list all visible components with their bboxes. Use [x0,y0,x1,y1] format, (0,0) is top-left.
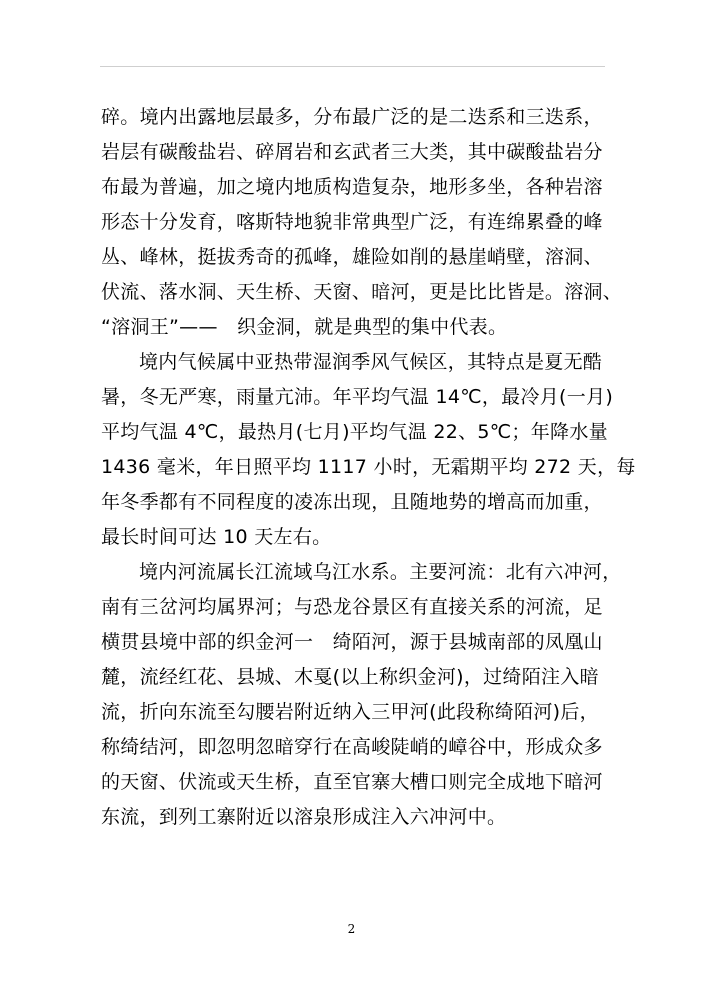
paragraph-rivers [101,555,622,835]
text-line: 境内气候属中亚热带湿润季风气候区，其特点是夏无酷 [139,351,603,373]
text-line: 丛、峰林，挺拔秀奇的孤峰，雄险如削的悬崖峭壁，溶洞、 [101,246,603,268]
text-line: “溶洞王”—— 织金洞，就是典型的集中代表。 [101,316,508,338]
text-line: 碎。境内出露地层最多，分布最广泛的是二迭系和三迭系， [101,106,603,128]
text-line: 最长时间可达 10 天左右。 [101,526,332,548]
text-line: 伏流、落水洞、天生桥、天窗、暗河，更是比比皆是。溶洞、 [101,281,623,303]
text-line: 称绮结河，即忽明忽暗穿行在高峻陡峭的嶂谷中，形成众多 [101,736,603,758]
text-line: 的天窗、伏流或天生桥，直至官寨大槽口则完全成地下暗河 [101,771,603,793]
text-line: 形态十分发育，喀斯特地貌非常典型广泛，有连绵累叠的峰 [101,211,603,233]
paragraph-geology [101,100,623,345]
text-line: 年冬季都有不同程度的凌冻出现，且随地势的增高而加重， [101,491,603,513]
header-rule [100,66,605,67]
page-number: 2 [347,922,356,936]
text-line: 暑，冬无严寒，雨量亢沛。年平均气温 14℃，最冷月(一月) [101,386,614,408]
text-line: 流，折向东流至勾腰岩附近纳入三甲河(此段称绮陌河)后， [101,701,599,723]
text-line: 横贯县境中部的织金河一 绮陌河，源于县城南部的凤凰山 [101,631,603,653]
text-line: 岩层有碳酸盐岩、碎屑岩和玄武者三大类，其中碳酸盐岩分 [101,141,603,163]
text-line: 平均气温 4℃，最热月(七月)平均气温 22、5℃；年降水量 [101,421,608,443]
text-line: 1436 毫米，年日照平均 1117 小时，无霜期平均 272 天，每 [101,456,636,478]
text-line: 南有三岔河均属界河；与恐龙谷景区有直接关系的河流，足 [101,596,603,618]
paragraph-climate [101,345,636,555]
text-line: 东流，到列工寨附近以溶泉形成注入六冲河中。 [101,806,507,828]
text-line: 境内河流属长江流域乌江水系。主要河流：北有六冲河， [139,561,622,583]
document-body [101,100,636,835]
text-line: 布最为普遍，加之境内地质构造复杂，地形多坐，各种岩溶 [101,176,603,198]
text-line: 麓，流经红花、县城、木戛(以上称织金河)，过绮陌注入暗 [101,666,599,688]
